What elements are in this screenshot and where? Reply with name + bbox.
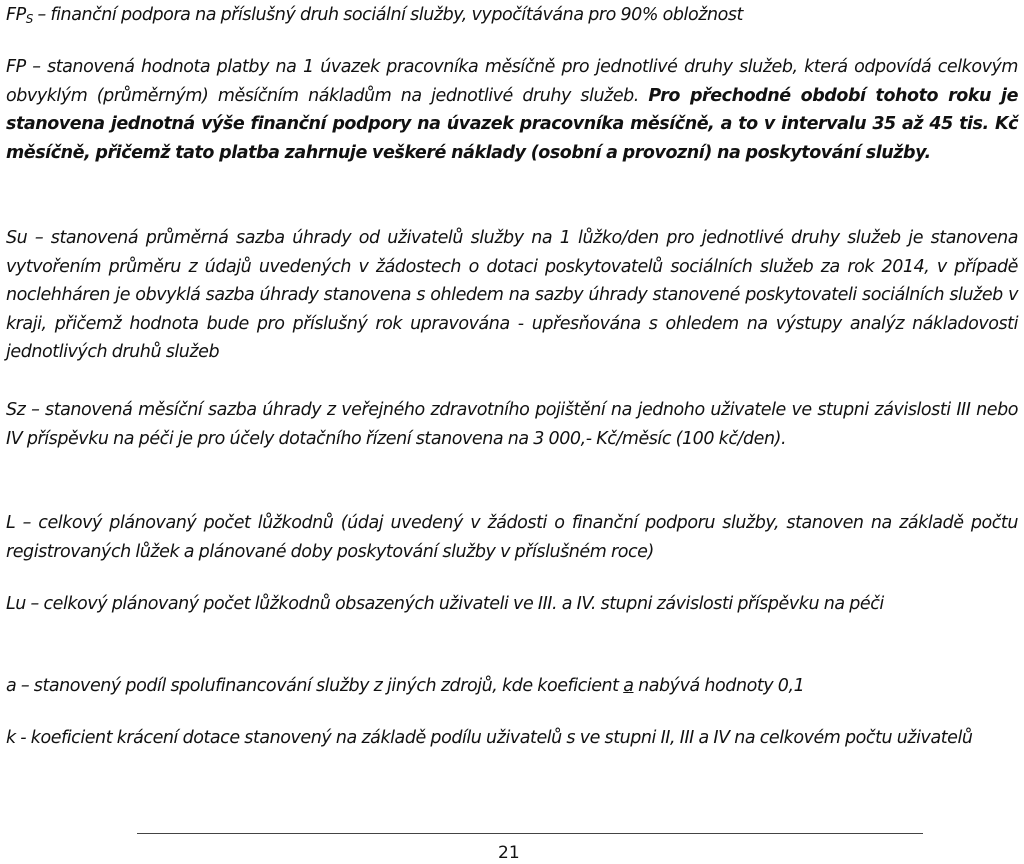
definition-su (6, 224, 1018, 367)
definition-fps (6, 1, 1018, 31)
definition-su-text: Su – stanovená průměrná sazba úhrady od uživatelů služby na 1 lůžko/den pro jednotlivé druhy služeb je stanovena vytvořením průměru z údajů uvedených v žádostech o dotaci poskytovatelů sociálních služeb za rok 2014, v případě noclehháren je obvyklá sazba úhrady stanovena s ohledem na sazby úhrady stanovené poskytovateli sociálních služeb v kraji, přičemž hodnota bude pro příslušný rok upravována - upřesňována s ohledem na výstupy analýz nákladovosti jednotlivých druhů služeb (6, 228, 1018, 362)
symbol-subscript-s: S (25, 12, 33, 26)
definition-a-underlined: a (623, 676, 634, 696)
definition-sz (6, 396, 1018, 453)
definition-a-text-after: nabývá hodnoty 0,1 (633, 676, 805, 696)
definition-lu (6, 590, 1018, 619)
definition-a-text-before: a – stanovený podíl spolufinancování služby z jiných zdrojů, kde koeficient (6, 676, 624, 696)
definition-fp (6, 53, 1018, 167)
document-page (6, 0, 1018, 864)
symbol-fp: FP (6, 5, 26, 25)
footer-divider (137, 833, 923, 834)
definition-fp-bold-note: Pro přechodné období tohoto roku je stanovena jednotná výše finanční podpory na úvazek pracovníka měsíčně, a to v intervalu 35 až 45 tis. Kč měsíčně, přičemž tato platba zahrnuje veškeré náklady (osobní a provozní) na poskytování služby. (6, 85, 1018, 163)
definition-l (6, 509, 1018, 566)
definition-a (6, 672, 1018, 701)
definition-fp-text: FP – stanovená hodnota platby na 1 úvazek pracovníka měsíčně pro jednotlivé druhy služeb, která odpovídá celkovým obvyklým (průměrným) měsíčním nákladům na jednotlivé druhy služeb. (6, 57, 1018, 106)
definition-k-text: k - koeficient krácení dotace stanovený na základě podílu uživatelů s ve stupni II, III a IV na celkovém počtu uživatelů (6, 728, 973, 748)
definition-l-text: L – celkový plánovaný počet lůžkodnů (údaj uvedený v žádosti o finanční podporu služby, stanoven na základě počtu registrovaných lůžek a plánované doby poskytování služby v příslušném roce) (6, 513, 1018, 562)
definition-lu-text: Lu – celkový plánovaný počet lůžkodnů obsazených uživateli ve III. a IV. stupni závislosti příspěvku na péči (6, 594, 884, 614)
page-number: 21 (498, 843, 520, 863)
definition-k (6, 724, 1024, 753)
definition-sz-text: Sz – stanovená měsíční sazba úhrady z veřejného zdravotního pojištění na jednoho uživatele ve stupni závislosti III nebo IV příspěvku na péči je pro účely dotačního řízení stanovena na 3 000,- Kč/měsíc (100 kč/den). (6, 400, 1018, 449)
definition-fps-text: – finanční podpora na příslušný druh sociální služby, vypočítávána pro 90% obložnost (32, 5, 743, 25)
